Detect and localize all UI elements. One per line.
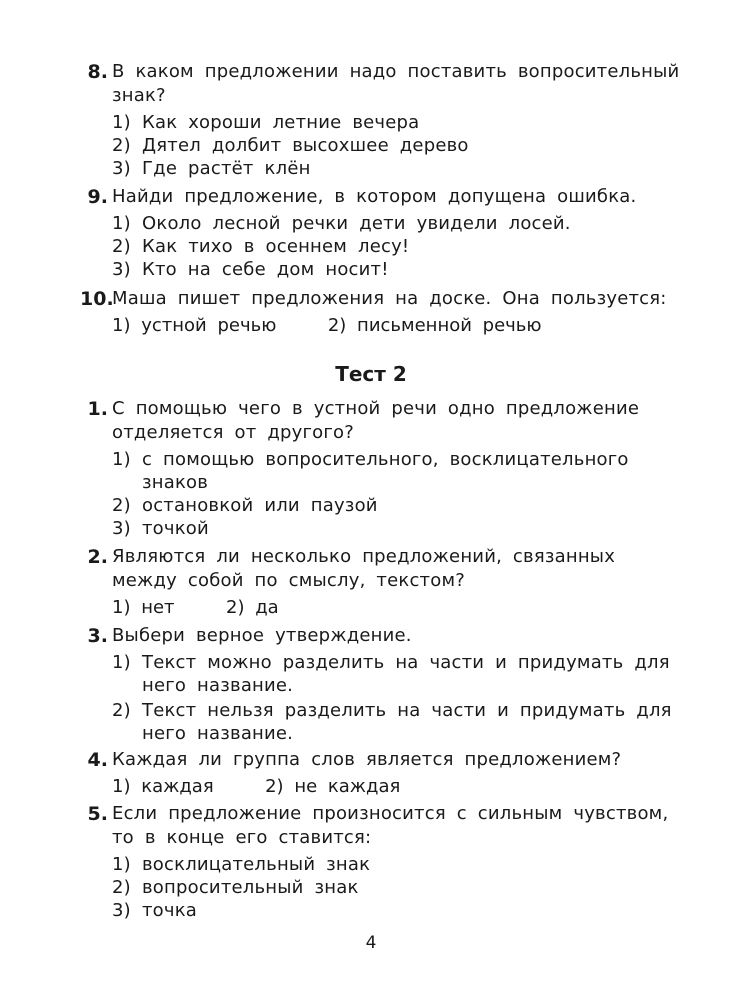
option-number: 1) <box>112 315 131 336</box>
option-text: Где растёт клён <box>142 158 311 179</box>
option-number: 3) <box>112 259 131 280</box>
option-text: да <box>255 597 279 618</box>
option-number: 2) <box>112 700 131 721</box>
question-8 <box>80 60 690 180</box>
question-text: Являются ли несколько предложений, связанных между собой по смыслу, текстом? <box>112 546 616 591</box>
options-list <box>112 651 690 745</box>
option-number: 1) <box>112 854 131 875</box>
option-text: нет <box>141 597 175 618</box>
option-number: 1) <box>112 449 131 470</box>
question-10 <box>80 287 690 337</box>
option-number: 2) <box>226 597 245 618</box>
question-number: 4. <box>87 749 108 771</box>
option-number: 1) <box>112 597 131 618</box>
option-number: 2) <box>327 315 347 336</box>
question-text: Выбери верное утверждение. <box>112 625 412 646</box>
page-number: 4 <box>365 933 377 953</box>
option <box>112 899 690 922</box>
test2-question-2 <box>80 545 690 619</box>
question-number: 9. <box>87 186 108 208</box>
option-text: остановкой или паузой <box>142 495 378 516</box>
option-number: 2) <box>112 495 131 516</box>
option-text: Текст можно разделить на части и придумать для него название. <box>142 652 670 696</box>
option-text: восклицательный знак <box>142 854 371 875</box>
options-inline <box>112 314 690 337</box>
question-number: 2. <box>87 546 108 568</box>
option-text: устной речью <box>141 315 277 336</box>
option <box>112 157 690 180</box>
test2-question-4 <box>80 748 690 798</box>
option-text: не каждая <box>294 776 401 797</box>
option <box>112 212 690 235</box>
option-number: 1) <box>112 213 131 234</box>
option-number: 3) <box>112 158 131 179</box>
option-text: Как хороши летние вечера <box>142 112 420 133</box>
option-text: Как тихо в осеннем лесу! <box>142 236 410 257</box>
option <box>112 134 690 157</box>
question-text: В каком предложении надо поставить вопросительный знак? <box>112 61 680 106</box>
option <box>112 448 690 494</box>
option-text: Около лесной речки дети увидели лосей. <box>142 213 571 234</box>
option-text: точкой <box>142 518 209 539</box>
option <box>112 876 690 899</box>
options-inline <box>112 596 690 619</box>
option <box>112 235 690 258</box>
option <box>112 494 690 517</box>
options-list <box>112 448 690 540</box>
question-number: 10. <box>80 288 114 310</box>
option <box>112 699 690 745</box>
option <box>112 517 690 540</box>
test-heading: Тест 2 <box>335 362 407 386</box>
question-number: 5. <box>87 803 108 825</box>
options-list <box>112 111 690 180</box>
option <box>112 258 690 281</box>
question-number: 1. <box>87 398 108 420</box>
option-number: 1) <box>112 652 131 673</box>
question-text: С помощью чего в устной речи одно предложение отделяется от другого? <box>112 398 640 443</box>
option-number: 2) <box>265 776 284 797</box>
option-text: Дятел долбит высохшее дерево <box>142 135 469 156</box>
question-9 <box>80 185 690 281</box>
question-number: 3. <box>87 625 108 647</box>
option-text: письменной речью <box>357 315 542 336</box>
question-text: Каждая ли группа слов является предложением? <box>112 749 622 770</box>
option-text: каждая <box>141 776 214 797</box>
option-text: с помощью вопросительного, восклицательного знаков <box>142 449 629 493</box>
test2-question-1 <box>80 397 690 540</box>
option-text: Текст нельзя разделить на части и придумать для него название. <box>142 700 672 744</box>
option <box>112 651 690 697</box>
options-list <box>112 853 690 922</box>
option-text: вопросительный знак <box>142 877 359 898</box>
option <box>112 853 690 876</box>
option-number: 2) <box>112 877 131 898</box>
options-inline <box>112 775 690 798</box>
option-number: 2) <box>112 135 131 156</box>
option-number: 3) <box>112 900 131 921</box>
question-text: Найди предложение, в котором допущена ошибка. <box>112 186 637 207</box>
question-text: Маша пишет предложения на доске. Она пользуется: <box>112 288 667 309</box>
question-number: 8. <box>87 61 108 83</box>
test2-question-5 <box>80 802 690 922</box>
option-number: 3) <box>112 518 131 539</box>
test2-question-3 <box>80 624 690 745</box>
option-text: Кто на себе дом носит! <box>142 259 389 280</box>
option-text: точка <box>142 900 198 921</box>
option-number: 2) <box>112 236 131 257</box>
option-number: 1) <box>112 776 131 797</box>
question-text: Если предложение произносится с сильным чувством, то в конце его ставится: <box>112 803 669 848</box>
options-list <box>112 212 690 281</box>
option-number: 1) <box>112 112 131 133</box>
option <box>112 111 690 134</box>
